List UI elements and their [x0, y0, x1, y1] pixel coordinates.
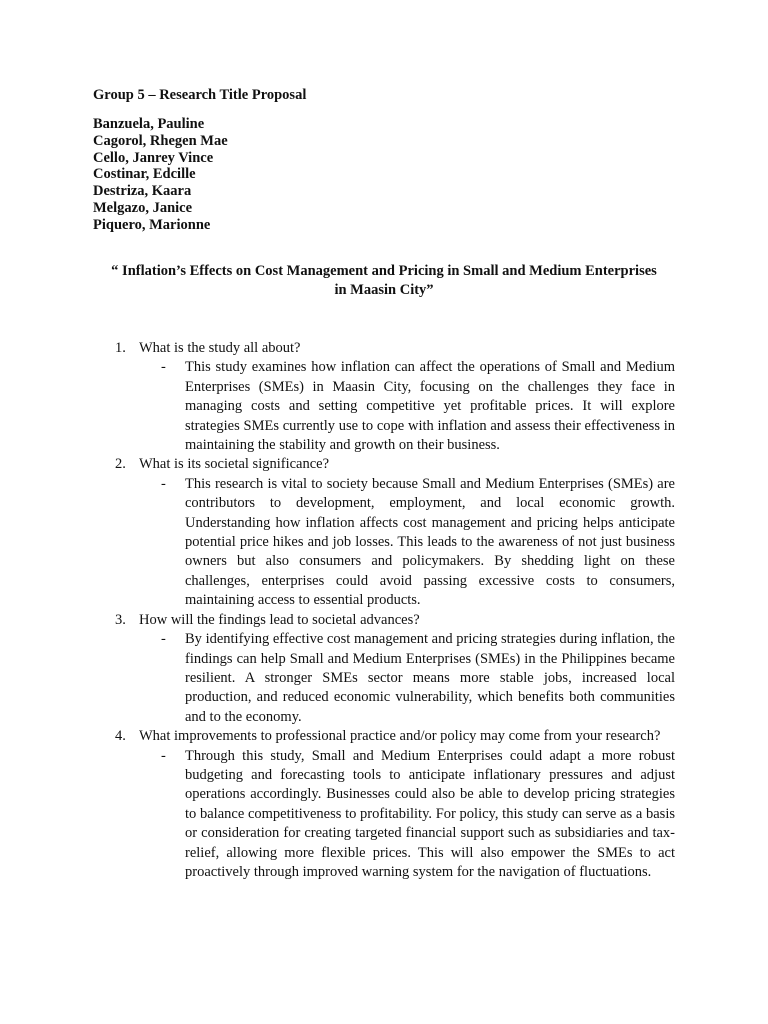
answer-text: This study examines how inflation can affect the operations of Small and Medium Enterprises (SMEs) in Maasin City, focusing on the challenges they face in managing costs and setting competitive yet profitable prices. It will explore strategies SMEs currently use to cope with inflation and assess their effectiveness in maintaining the stability and growth on their business. [185, 359, 675, 454]
answer-bullet: - [161, 631, 166, 648]
document-heading: Group 5 – Research Title Proposal [93, 87, 307, 103]
answer-bullet: - [161, 359, 166, 376]
answer-text: By identifying effective cost management and pricing strategies during inflation, the findings can help Small and Medium Enterprises (SMEs) in the Philippines became resilient. A stronger SMEs sector means more stable jobs, increased local production, and reduced economic vulnerability, which benefits both communities and to the economy. [185, 631, 675, 725]
answer-text: This research is vital to society because Small and Medium Enterprises (SMEs) are contributors to development, employment, and local economic growth. Understanding how inflation affects cost management and pricing helps anticipate potential price hikes and job losses. This leads to the awareness of not just business owners but also consumers and policymakers. By shedding light on these challenges, enterprises could avoid passing excessive costs to consumers, maintaining access to essential products. [185, 475, 675, 609]
question-number: 4. [115, 728, 126, 745]
member-name: Banzuela, Pauline [93, 116, 205, 132]
member-name: Costinar, Edcille [93, 166, 196, 183]
question-item [93, 455, 675, 474]
question-text: How will the findings lead to societal advances? [139, 611, 420, 628]
question-number: 2. [115, 456, 126, 473]
answer-item [93, 630, 675, 727]
answer-bullet: - [161, 475, 166, 492]
member-list [93, 116, 228, 234]
question-text: What improvements to professional practice and/or policy may come from your research? [139, 728, 661, 745]
question-item [93, 611, 675, 630]
question-number: 1. [115, 340, 126, 356]
answer-item [93, 475, 675, 611]
question-number: 3. [115, 611, 126, 628]
answer-text: Through this study, Small and Medium Enterprises could adapt a more robust budgeting and forecasting tools to anticipate inflationary pressures and adjust operations accordingly. Businesses could also be able to develop pricing strategies to balance competitiveness to profitability. For policy, this study can serve as a basis or consideration for creating targeted financial support such as subsidiaries and tax-relief, allowing more flexible prices. This will also empower the SMEs to act proactively through improved warning system for the navigation of fluctuations. [185, 747, 675, 880]
member-name: Cello, Janrey Vince [93, 149, 214, 166]
answer-item [93, 358, 675, 455]
research-title: “ Inflation’s Effects on Cost Management and Pricing in Small and Medium Enterprises in Maasin City” [111, 263, 657, 298]
member-name: Cagorol, Rhegen Mae [93, 132, 228, 149]
member-name: Melgazo, Janice [93, 199, 193, 216]
question-item [93, 727, 675, 746]
question-list [93, 339, 675, 882]
member-name: Destriza, Kaara [93, 183, 192, 200]
question-text: What is its societal significance? [139, 456, 330, 473]
member-name: Piquero, Marionne [93, 216, 211, 233]
question-item [93, 339, 675, 358]
answer-bullet: - [161, 747, 166, 764]
answer-item [93, 747, 675, 883]
question-text: What is the study all about? [139, 340, 301, 356]
